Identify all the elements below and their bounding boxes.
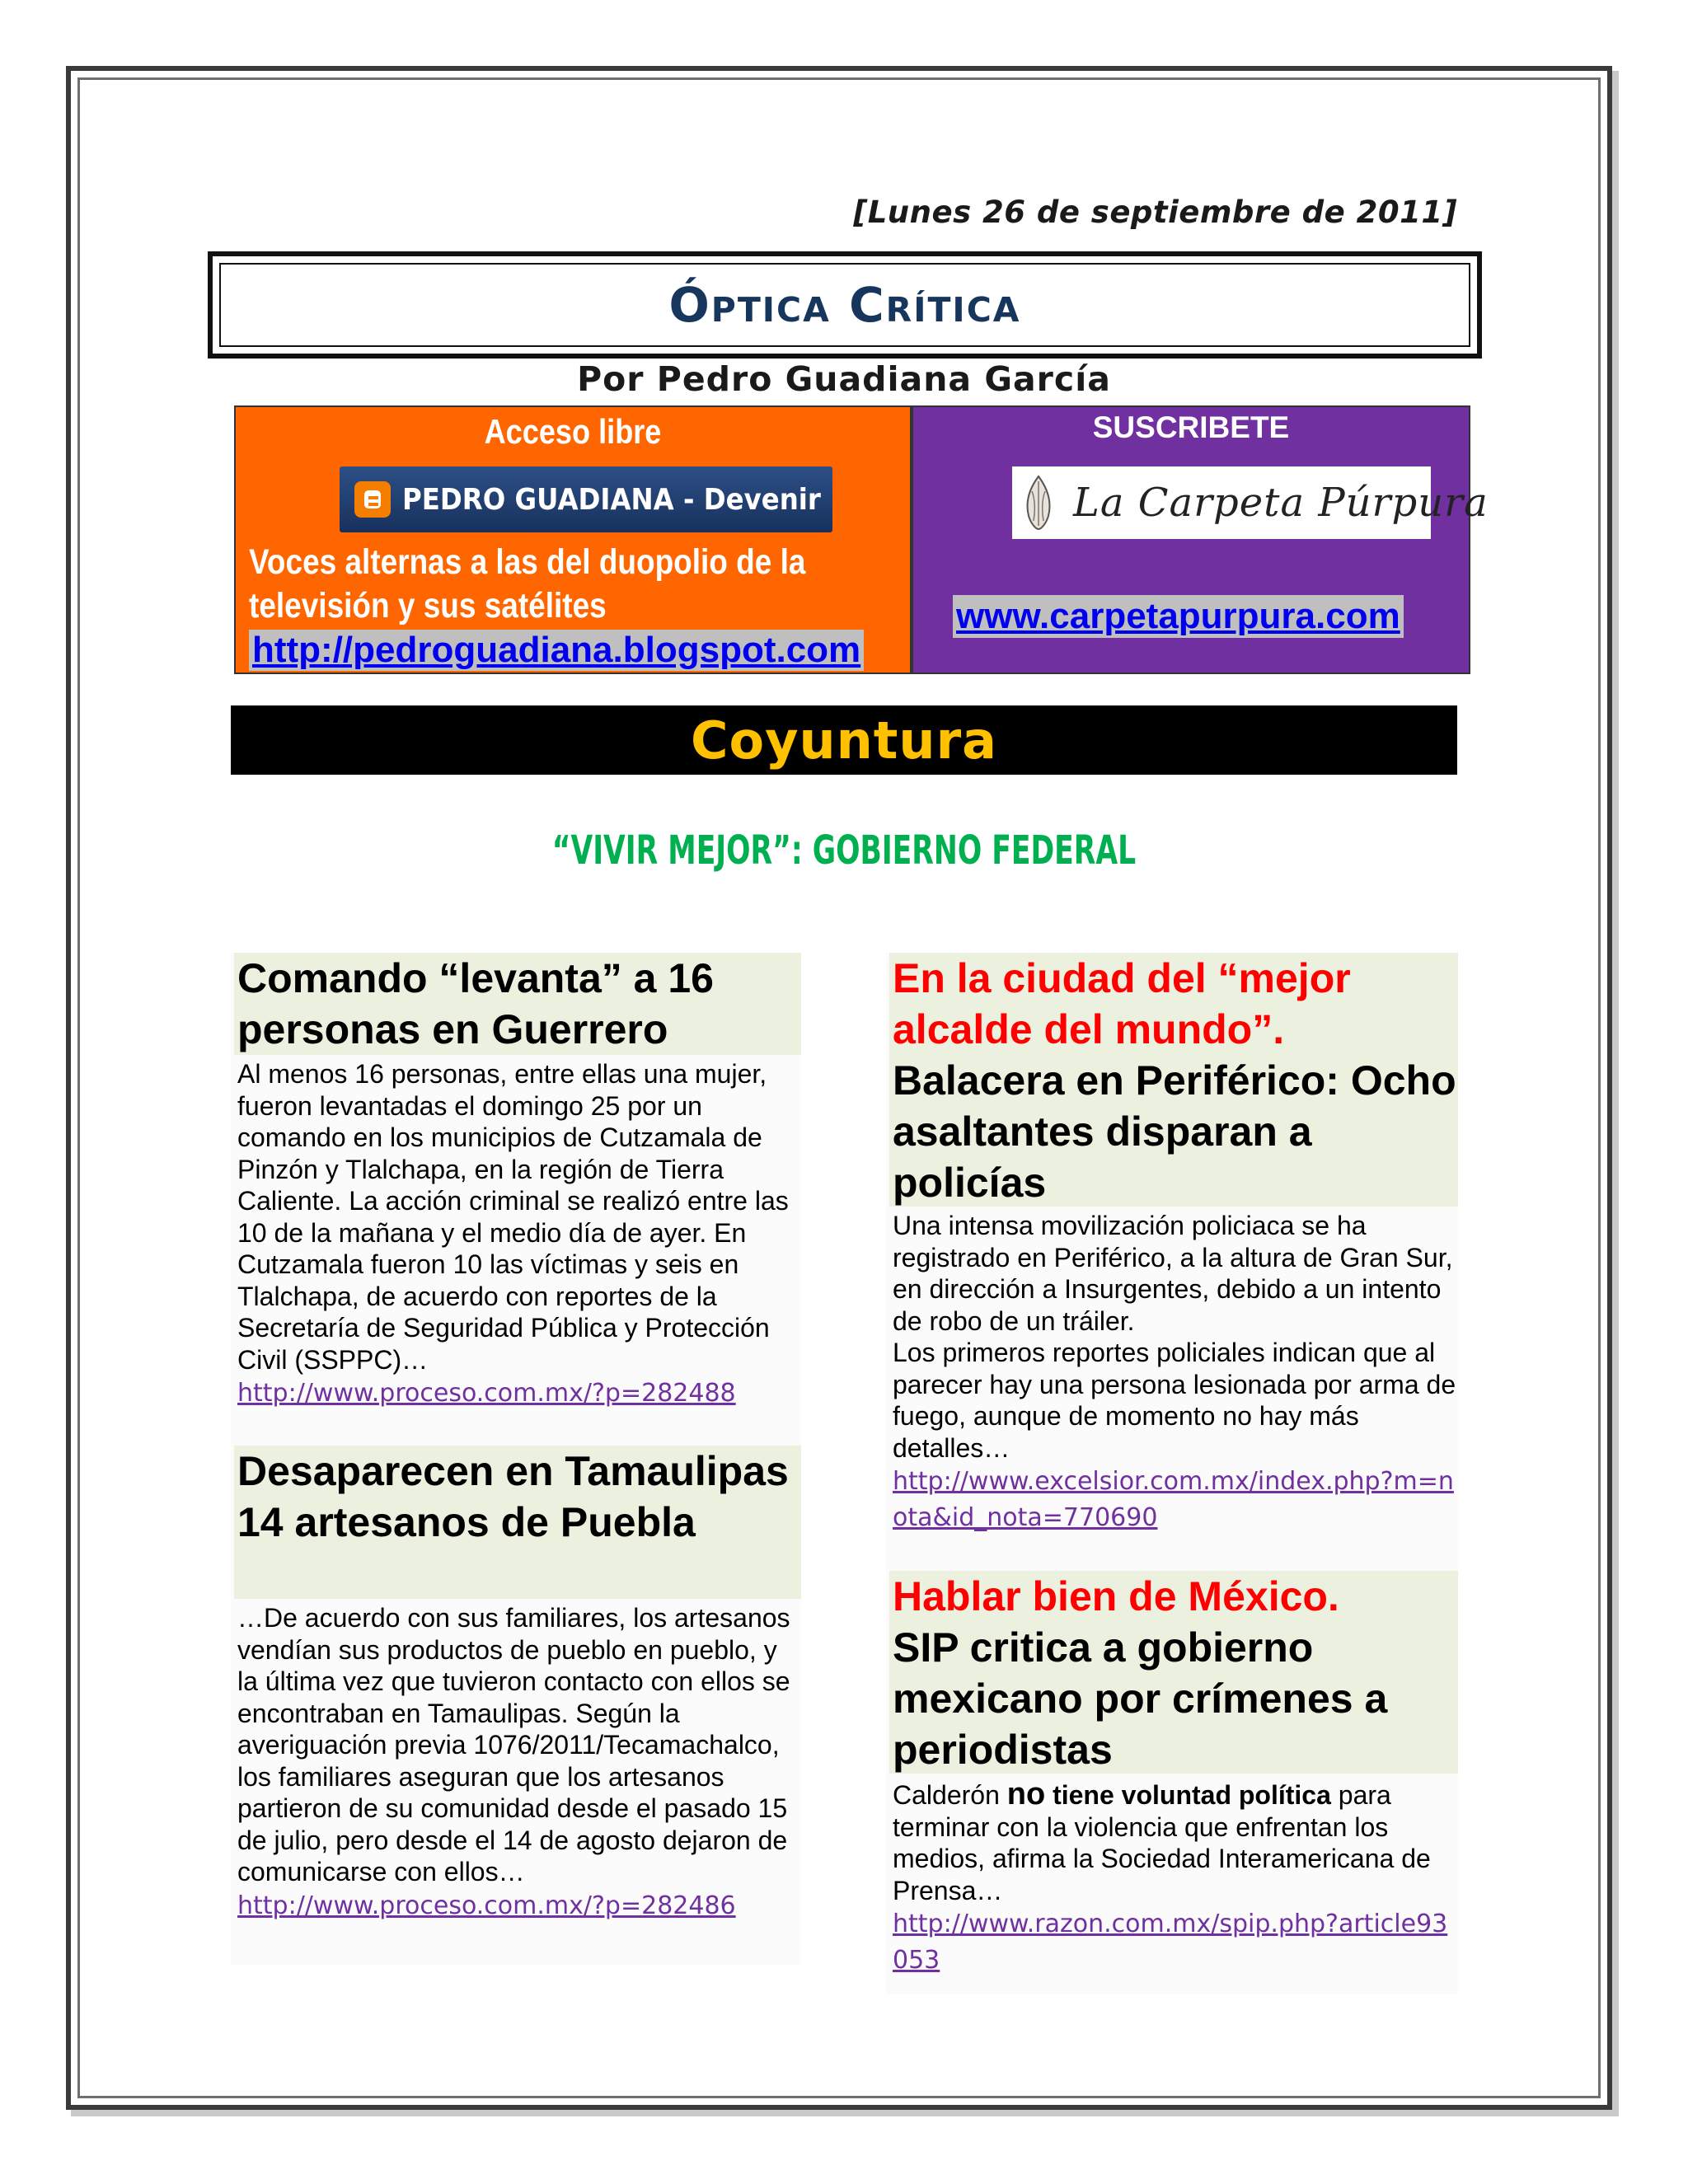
story-body: Al menos 16 personas, entre ellas una mujer, fueron levantadas el domingo 25 por un comando en los municipios de Cutzamala de Pinzón y Tlalchapa, en la región de Tierra Caliente. La acción criminal se realizó entre las 10 de la mañana y el medio día de ayer. En Cutzamala fueron 10 las víctimas y seis en Tlalchapa, de acuerdo con reportes de la Secretaría de Seguridad Pública y Protección Civil (SSPPC)… <box>237 1059 789 1375</box>
shell-icon <box>1020 475 1057 531</box>
promo-left-heading: Acceso libre <box>484 412 662 451</box>
carpeta-link[interactable]: www.carpetapurpura.com <box>953 595 1404 638</box>
section-title: Coyuntura <box>691 710 997 771</box>
kicker <box>0 827 1688 874</box>
byline: Por Pedro Guadiana García <box>577 359 1111 399</box>
story-headline <box>889 1571 1458 1774</box>
story-headline: Comando “levanta” a 16 personas en Guerrero <box>234 953 801 1055</box>
masthead-title: Óptica Crítica <box>668 277 1021 333</box>
page-frame-shadow <box>71 2110 1619 2116</box>
story-body: Calderón no tiene voluntad política para terminar con la violencia que enfrentan los medios, afirma la Sociedad Interamericana de Prensa… <box>893 1777 1431 1905</box>
story-body: Una intensa movilización policiaca se ha registrado en Periférico, a la altura de Gran Sur, en dirección a Insurgentes, debido a un intento de robo de un tráiler. <box>893 1211 1453 1336</box>
story-headline <box>889 953 1458 1207</box>
carpeta-logo[interactable] <box>1012 466 1489 539</box>
story-headline-main: Balacera en Periférico: Ocho asaltantes disparan a policías <box>893 1057 1456 1206</box>
promo-right-heading: SUSCRIBETE <box>1092 410 1290 444</box>
story-link[interactable]: http://www.proceso.com.mx/?p=282488 <box>237 1379 736 1408</box>
story-link[interactable]: http://www.excelsior.com.mx/index.php?m=nota&id_nota=770690 <box>893 1467 1454 1532</box>
story-headline-main: SIP critica a gobierno mexicano por crímenes a periodistas <box>893 1624 1388 1773</box>
promo-subscribe <box>912 405 1489 674</box>
story <box>234 953 801 1412</box>
carpeta-logo-text: La Carpeta Púrpura <box>1073 480 1489 526</box>
story-headline-prefix: Hablar bien de México. <box>893 1573 1339 1619</box>
story-headline: Desaparecen en Tamaulipas 14 artesanos de Puebla <box>234 1446 801 1599</box>
story-link[interactable]: http://www.proceso.com.mx/?p=282486 <box>237 1891 736 1920</box>
story-headline-prefix: En la ciudad del “mejor alcalde del mundo”. <box>893 955 1351 1052</box>
blog-link[interactable]: http://pedroguadiana.blogspot.com <box>249 630 864 671</box>
story <box>889 953 1458 1536</box>
masthead-box <box>208 251 1482 359</box>
blog-banner-text: PEDRO GUADIANA - Devenir <box>402 482 821 517</box>
story-link[interactable]: http://www.razon.com.mx/spip.php?article93053 <box>893 1910 1448 1975</box>
promo-left-description: Voces alternas a las del duopolio de la televisión y sus satélites <box>249 542 806 626</box>
blogger-icon <box>354 481 391 518</box>
blog-banner[interactable] <box>340 466 832 532</box>
kicker-text: “VIVIR MEJOR”: GOBIERNO FEDERAL <box>551 827 1137 874</box>
story-body: Los primeros reportes policiales indican que al parecer hay una persona lesionada por arma de fuego, aunque de momento no hay más detalles… <box>893 1338 1456 1463</box>
story <box>234 1446 801 1924</box>
section-bar <box>231 705 1457 775</box>
story-body: …De acuerdo con sus familiares, los artesanos vendían sus productos de pueblo en pueblo, y la última vez que tuvieron contacto con ellos se encontraban en Tamaulipas. Según la averiguación previa 1076/2011/Tecamachalco, los familiares aseguran que los artesanos partieron de su comunidad desde el pasado 15 de julio, pero desde el 14 de agosto dejaron de comunicarse con ellos… <box>237 1603 790 1886</box>
story <box>889 1571 1458 1979</box>
promo-free-access <box>234 405 912 674</box>
issue-date: [Lunes 26 de septiembre de 2011] <box>853 194 1457 230</box>
